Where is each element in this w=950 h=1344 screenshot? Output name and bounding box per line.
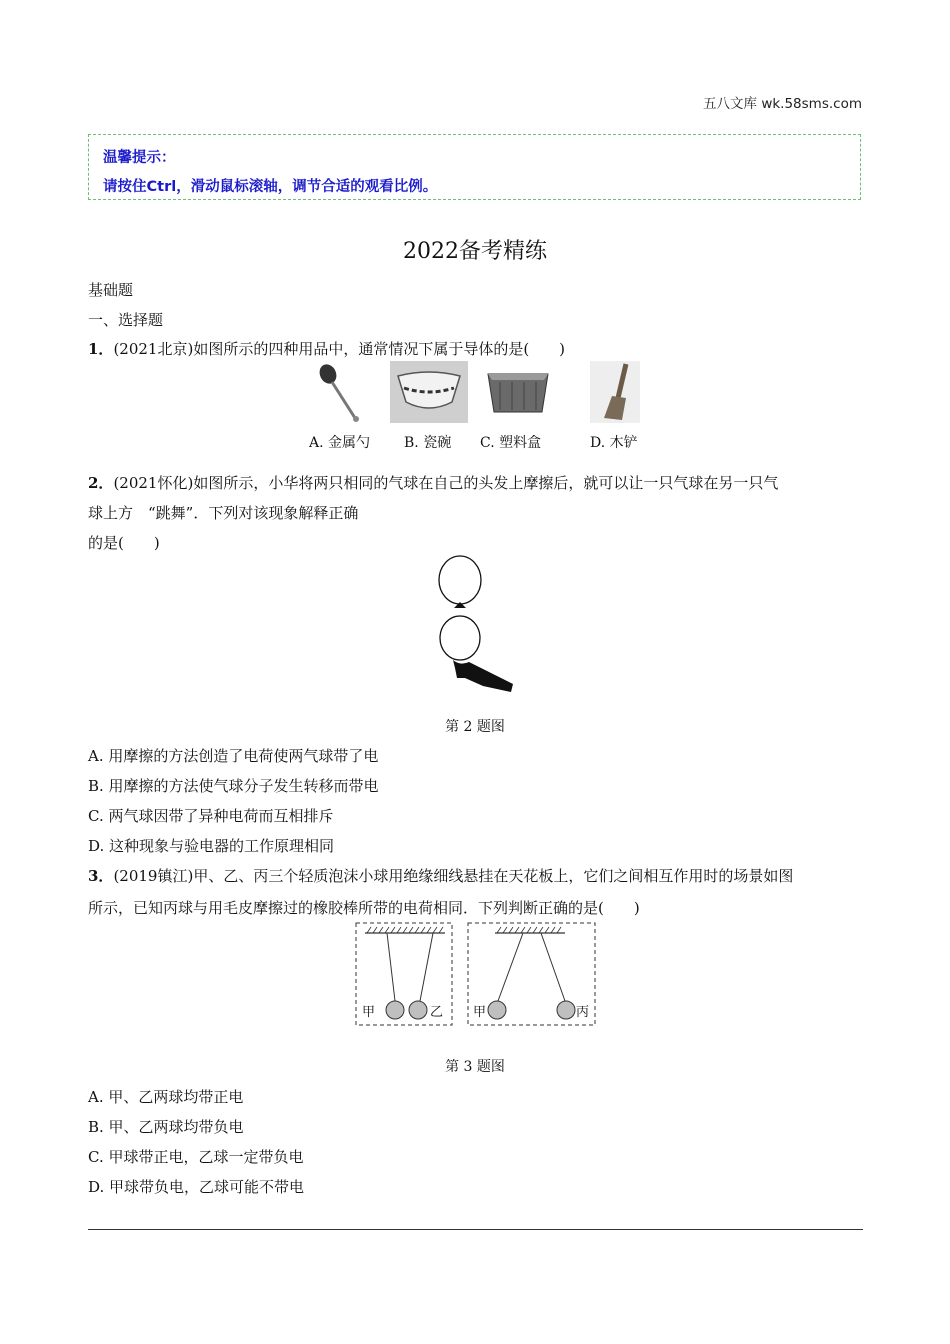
q1-item-b: B. 瓷碗 bbox=[404, 435, 452, 451]
question-text-line-1: (2019镇江)甲、乙、丙三个轻质泡沫小球用绝缘细线悬挂在天花板上，它们之间相互作用时的场景如图 bbox=[113, 867, 794, 885]
tip-body: 请按住Ctrl，滑动鼠标滚轴，调节合适的观看比例。 bbox=[103, 179, 438, 195]
plastic-box-image bbox=[484, 361, 552, 423]
q2-caption: 第 2 题图 bbox=[445, 719, 505, 735]
q3-option-b: B. 甲、乙两球均带负电 bbox=[88, 1118, 244, 1136]
footer-divider bbox=[88, 1229, 863, 1230]
balloons-figure bbox=[425, 552, 525, 694]
tip-title: 温馨提示： bbox=[103, 150, 176, 166]
porcelain-bowl-image bbox=[390, 361, 468, 423]
site-watermark: 五八文库 wk.58sms.com bbox=[703, 96, 862, 112]
question-number: 3． bbox=[88, 867, 114, 885]
q2-option-c: C. 两气球因带了异种电荷而互相排斥 bbox=[88, 807, 334, 825]
subsection-label: 一、选择题 bbox=[88, 311, 164, 329]
question-3 bbox=[88, 865, 793, 886]
question-text-line-1: (2021怀化)如图所示，小华将两只相同的气球在自己的头发上摩擦后，就可以让一只气球在另一只气 bbox=[113, 474, 779, 492]
q2-option-a: A. 用摩擦的方法创造了电荷使两气球带了电 bbox=[88, 747, 379, 765]
section-label: 基础题 bbox=[88, 281, 134, 299]
wooden-spatula-image bbox=[590, 361, 640, 423]
q1-item-d: D. 木铲 bbox=[590, 435, 638, 451]
q3-option-d: D. 甲球带负电，乙球可能不带电 bbox=[88, 1178, 305, 1196]
ball-label-yi: 乙 bbox=[430, 1005, 444, 1020]
question-text: (2021北京)如图所示的四种用品中，通常情况下属于导体的是( ) bbox=[113, 340, 566, 358]
question-number: 2． bbox=[88, 474, 114, 492]
page-title: 2022备考精练 bbox=[403, 239, 547, 264]
q1-item-a: A. 金属勺 bbox=[309, 435, 371, 451]
q2-option-b: B. 用摩擦的方法使气球分子发生转移而带电 bbox=[88, 777, 379, 795]
ball-label-jia-2: 甲 bbox=[473, 1005, 487, 1020]
metal-spoon-image bbox=[310, 361, 372, 423]
question-text-line-2: 球上方 “跳舞”．下列对该现象解释正确 bbox=[88, 504, 359, 522]
q3-option-a: A. 甲、乙两球均带正电 bbox=[88, 1088, 244, 1106]
tip-box bbox=[88, 134, 861, 200]
ball-label-jia-1: 甲 bbox=[362, 1005, 376, 1020]
question-1 bbox=[88, 338, 565, 359]
question-2 bbox=[88, 472, 778, 493]
question-text-line-3: 的是( ) bbox=[88, 534, 160, 552]
question-number: 1． bbox=[88, 340, 114, 358]
ball-label-bing: 丙 bbox=[576, 1005, 590, 1020]
q2-option-d: D. 这种现象与验电器的工作原理相同 bbox=[88, 837, 335, 855]
q1-item-c: C. 塑料盒 bbox=[480, 435, 542, 451]
q3-caption: 第 3 题图 bbox=[445, 1059, 505, 1075]
question-text-line-2: 所示，已知丙球与用毛皮摩擦过的橡胶棒所带的电荷相同．下列判断正确的是( ) bbox=[88, 899, 640, 917]
q3-option-c: C. 甲球带正电，乙球一定带负电 bbox=[88, 1148, 304, 1166]
